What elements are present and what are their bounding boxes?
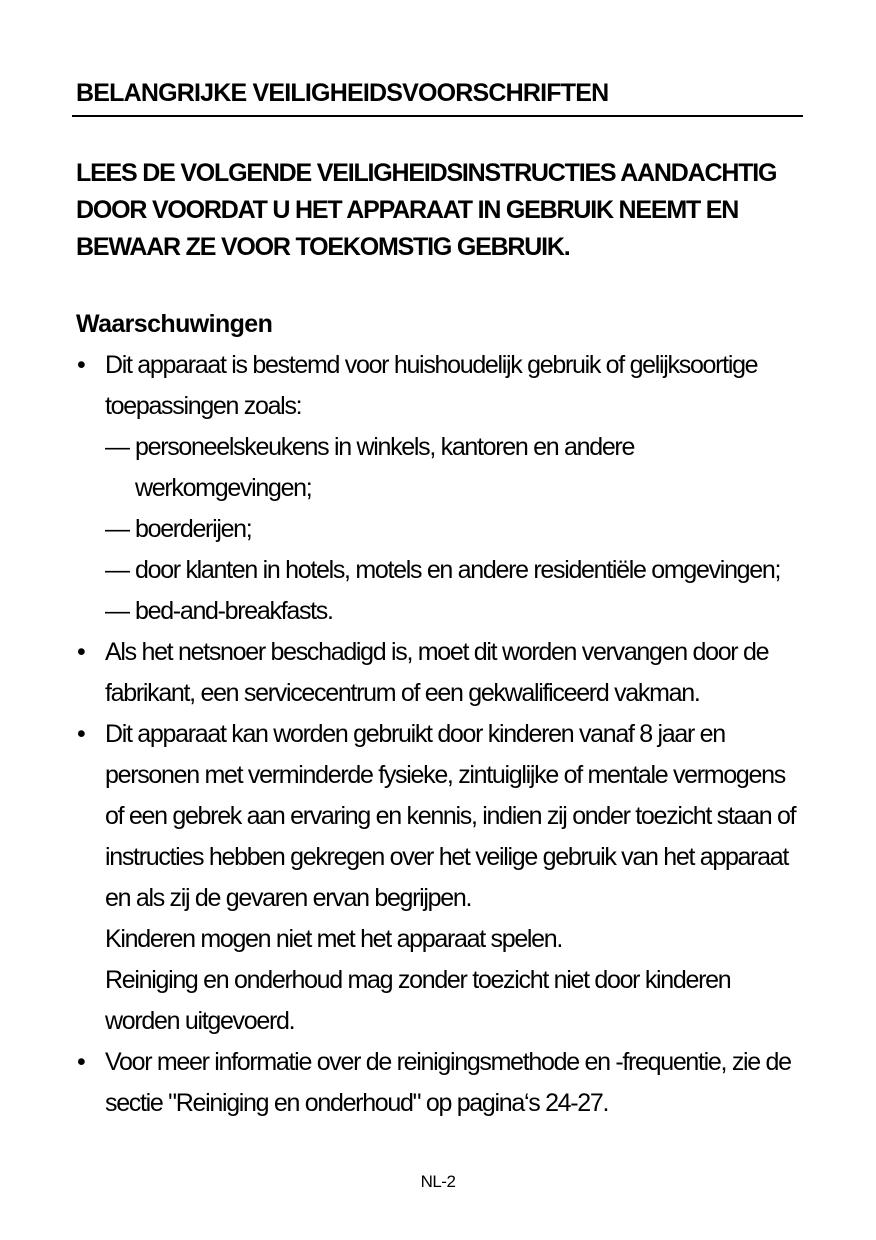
dash-icon: — xyxy=(105,556,129,584)
warning-subitem xyxy=(76,550,806,591)
warning-subitem xyxy=(76,509,806,550)
warning-item xyxy=(76,714,806,919)
dash-icon: — xyxy=(105,597,129,625)
warning-item xyxy=(76,345,806,427)
warning-subitem xyxy=(76,591,806,632)
subitem-text: bed-and-breakfasts. xyxy=(135,597,333,625)
bullet-icon: • xyxy=(77,351,85,379)
subitem-text: personeelskeukens in winkels, kantoren en andere werkomgevingen; xyxy=(135,433,635,502)
warning-item xyxy=(76,1042,806,1124)
warning-item xyxy=(76,632,806,714)
bullet-icon: • xyxy=(77,720,85,748)
section-title: BELANGRIJKE VEILIGHEIDSVOORSCHRIFTEN xyxy=(76,79,609,107)
warnings-list xyxy=(76,345,806,1124)
warning-text: Als het netsnoer beschadigd is, moet dit worden vervangen door de fabrikant, een servicecentrum of een gekwalificeerd vakman. xyxy=(105,638,769,707)
warnings-heading: Waarschuwingen xyxy=(76,310,273,338)
subitem-text: boerderijen; xyxy=(135,515,252,543)
warning-subitem xyxy=(76,427,806,509)
warning-text: Dit apparaat is bestemd voor huishoudelijk gebruik of gelijksoortige toepassingen zoals: xyxy=(105,351,758,420)
warning-text-continued: Reiniging en onderhoud mag zonder toezicht niet door kinderen worden uitgevoerd. xyxy=(105,966,731,1035)
bullet-icon: • xyxy=(77,1048,85,1076)
title-divider xyxy=(72,115,803,117)
warning-text: Dit apparaat kan worden gebruikt door kinderen vanaf 8 jaar en personen met verminderde fysieke, zintuiglijke of mentale vermogens of een gebrek aan ervaring en kennis, indien zij onder toezicht staan of instructies hebben gekregen over het veilige gebruik van het apparaat en als zij de gevaren ervan begrijpen. xyxy=(105,720,796,912)
subitem-text: door klanten in hotels, motels en andere residentiële omgevingen; xyxy=(135,556,781,584)
bullet-icon: • xyxy=(77,638,85,666)
page-number: NL-2 xyxy=(420,1172,456,1191)
intro-instruction: LEES DE VOLGENDE VEILIGHEIDSINSTRUCTIES AANDACHTIG DOOR VOORDAT U HET APPARAAT IN GEBRUIK NEEMT EN BEWAAR ZE VOOR TOEKOMSTIG GEBRUIK. xyxy=(76,159,777,261)
warning-text-continued: Kinderen mogen niet met het apparaat spelen. xyxy=(105,925,563,953)
dash-icon: — xyxy=(105,515,129,543)
dash-icon: — xyxy=(105,433,129,461)
warning-text: Voor meer informatie over de reinigingsmethode en -frequentie, zie de sectie "Reiniging en onderhoud" op pagina‘s 24-27. xyxy=(105,1048,791,1117)
